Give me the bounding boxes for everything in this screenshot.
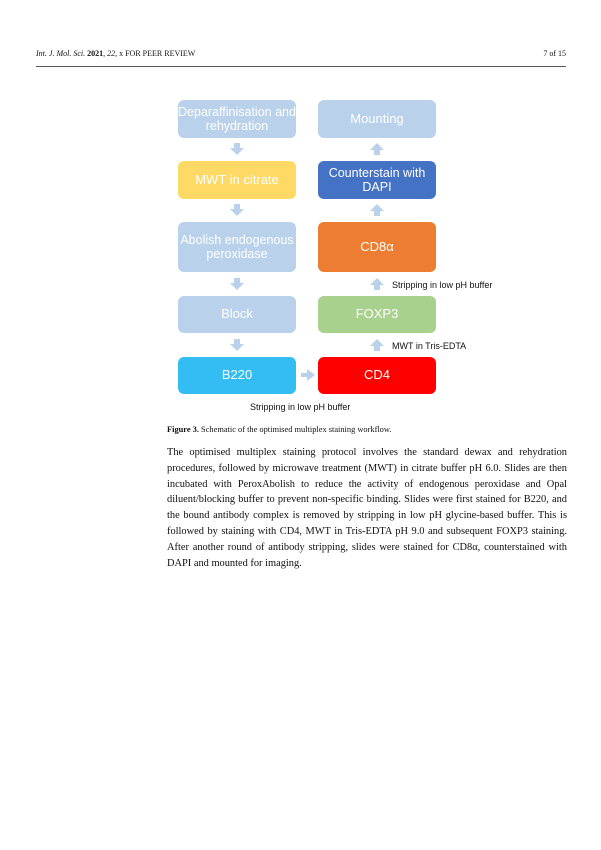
step-abolish-peroxidase [178,222,296,272]
up-arrow-icon [370,339,384,351]
body-paragraph [167,445,567,571]
step-label: Mounting [350,110,404,126]
step-mounting [318,100,436,138]
right-arrow-icon [301,369,315,381]
journal-volume: 22 [107,49,116,58]
step-label: FOXP3 [355,306,399,322]
figure-caption [167,425,391,434]
step-label: Block [221,306,253,322]
up-arrow-icon [370,204,384,216]
page-number: 7 of 15 [543,49,566,58]
step-deparaffinisation [178,100,296,138]
down-arrow-icon [230,204,244,216]
step-foxp3 [318,296,436,333]
step-b220 [178,357,296,394]
paragraph-text: The optimised multiplex staining protocol involves the standard dewax and rehydration procedures, followed by microwave treatment (MWT) in citrate buffer pH 6.0. Slides are then incubated with PeroxAbolish to reduce the activity of endogenous peroxidase and Opal diluent/blocking buffer to prevent non-specific binding. Slides were first stained for B220, and the bound antibody complex is removed by stripping in low pH glycine-based buffer. This is followed by staining with CD4, MWT in Tris-EDTA pH 9.0 and subsequent FOXP3 staining. After another round of antibody stripping, slides were stained for CD8α, counterstained with DAPI and mounted for imaging. [167,447,567,569]
step-label: Abolish endogenous peroxidase [180,232,294,261]
step-cd8a [318,222,436,272]
label-mwt-tris-edta: MWT in Tris-EDTA [392,341,467,351]
figure-caption-text: Schematic of the optimised multiplex staining workflow. [201,425,392,434]
step-label: MWT in citrate [195,171,279,187]
label-stripping-upper: Stripping in low pH buffer [392,280,493,290]
step-label: Counterstain with DAPI [328,165,426,194]
step-label: B220 [221,367,253,383]
journal-year: 2021 [87,49,104,58]
down-arrow-icon [230,143,244,155]
step-counterstain-dapi [318,161,436,199]
header-citation: Int. J. Mol. Sci. 2021, 22, x FOR PEER REVIEW [36,49,196,58]
step-mwt-citrate [178,161,296,199]
up-arrow-icon [370,278,384,290]
down-arrow-icon [230,339,244,351]
figure-label: Figure 3. [167,425,199,434]
step-label: CD4 [363,367,390,383]
label-stripping-bottom: Stripping in low pH buffer [250,402,351,412]
running-header [36,49,566,63]
down-arrow-icon [230,278,244,290]
step-label: Deparaffinisation and rehydration [178,104,296,133]
step-cd4 [318,357,436,394]
review-status: x FOR PEER REVIEW [119,49,196,58]
header-divider [36,66,566,67]
up-arrow-icon [370,143,384,155]
journal-name: Int. J. Mol. Sci. [36,49,86,58]
step-block [178,296,296,333]
step-label: CD8α [360,238,394,254]
